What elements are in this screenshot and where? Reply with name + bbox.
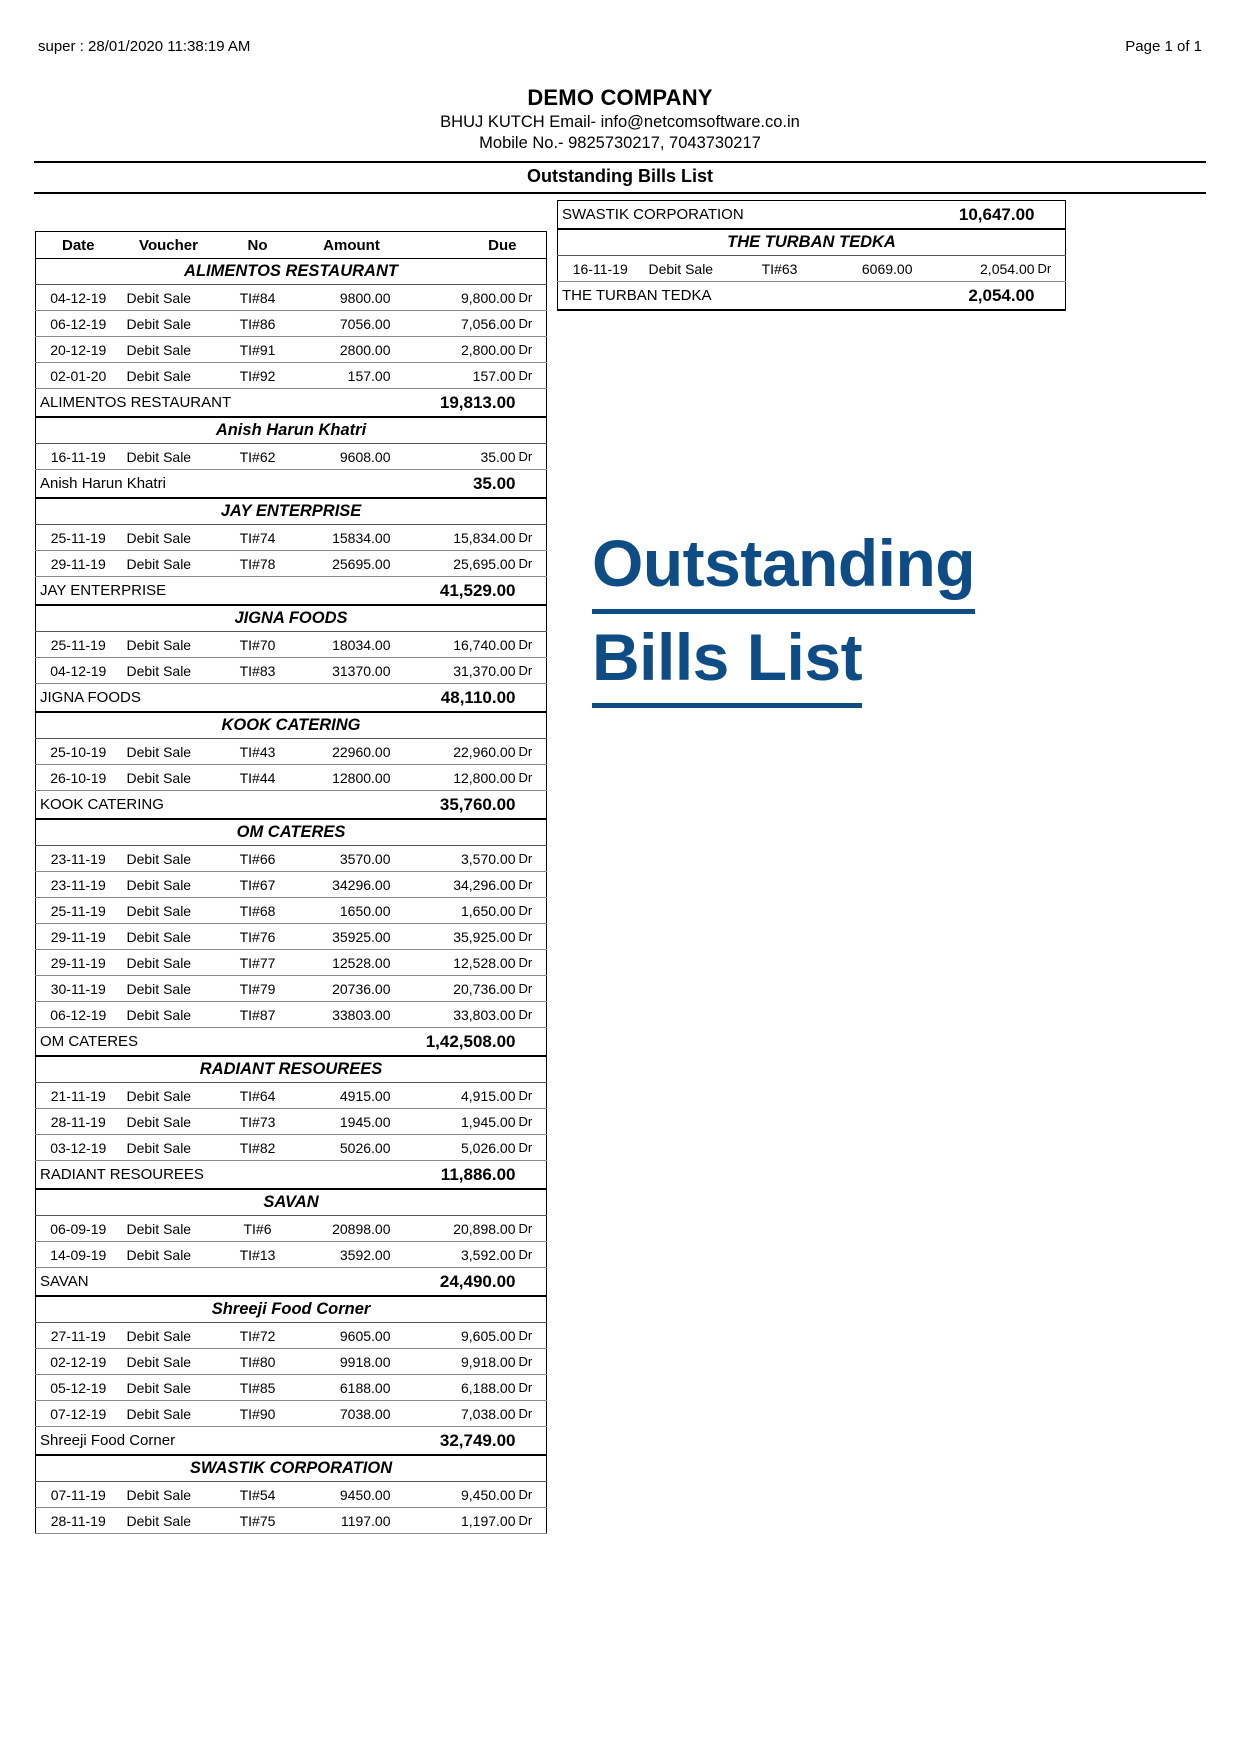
- table-row[interactable]: [36, 765, 547, 791]
- cell-due: 33,803.00: [405, 1002, 517, 1028]
- table-row[interactable]: [558, 256, 1066, 282]
- cell-date: 05-12-19: [36, 1375, 121, 1401]
- cell-no: TI#62: [217, 444, 299, 470]
- table-row[interactable]: [36, 363, 547, 389]
- group-header-row: [36, 1056, 547, 1083]
- cell-no: TI#75: [217, 1508, 299, 1534]
- cell-voucher: Debit Sale: [121, 1508, 217, 1534]
- total-value: 48,110.00: [299, 684, 517, 713]
- cell-drcr: Dr: [517, 1083, 547, 1109]
- cell-voucher: Debit Sale: [121, 285, 217, 311]
- group-name: SAVAN: [36, 1189, 547, 1216]
- table-row[interactable]: [36, 924, 547, 950]
- cell-voucher: Debit Sale: [121, 1135, 217, 1161]
- cell-drcr: Dr: [517, 1401, 547, 1427]
- table-row[interactable]: [36, 976, 547, 1002]
- column-header-date: Date: [36, 232, 121, 259]
- cell-amount: 35925.00: [299, 924, 405, 950]
- group-name: KOOK CATERING: [36, 712, 547, 739]
- group-total-row: [36, 1268, 547, 1297]
- cell-no: TI#92: [217, 363, 299, 389]
- table-row[interactable]: [36, 1482, 547, 1508]
- cell-drcr: Dr: [517, 1508, 547, 1534]
- group-header-row: [36, 1189, 547, 1216]
- continuation-table: [557, 200, 1066, 311]
- group-total-row: [36, 1161, 547, 1190]
- header-divider-top: [34, 161, 1206, 163]
- table-row[interactable]: [36, 1135, 547, 1161]
- print-stamp: super : 28/01/2020 11:38:19 AM: [38, 38, 251, 55]
- cell-drcr: Dr: [517, 1375, 547, 1401]
- cell-amount: 7038.00: [299, 1401, 405, 1427]
- cell-amount: 1197.00: [299, 1508, 405, 1534]
- cell-amount: 6188.00: [299, 1375, 405, 1401]
- cell-no: TI#83: [217, 658, 299, 684]
- total-drcr: [517, 1268, 547, 1297]
- cell-amount: 1650.00: [299, 898, 405, 924]
- cell-drcr: Dr: [517, 739, 547, 765]
- report-title: Outstanding Bills List: [526, 166, 713, 186]
- cell-amount: 7056.00: [299, 311, 405, 337]
- cell-amount: 3592.00: [299, 1242, 405, 1268]
- table-row[interactable]: [36, 1216, 547, 1242]
- table-row[interactable]: [36, 632, 547, 658]
- total-drcr: [517, 1161, 547, 1190]
- cell-voucher: Debit Sale: [121, 924, 217, 950]
- total-value: 32,749.00: [299, 1427, 517, 1456]
- cell-date: 29-11-19: [36, 950, 121, 976]
- cell-no: TI#73: [217, 1109, 299, 1135]
- cell-no: TI#44: [217, 765, 299, 791]
- cell-amount: 12528.00: [299, 950, 405, 976]
- cell-drcr: Dr: [517, 311, 547, 337]
- cell-due: 1,197.00: [405, 1508, 517, 1534]
- cell-no: TI#64: [217, 1083, 299, 1109]
- table-row[interactable]: [36, 872, 547, 898]
- total-drcr: [517, 1028, 547, 1057]
- cell-amount: 20898.00: [299, 1216, 405, 1242]
- table-row[interactable]: [36, 658, 547, 684]
- group-name: THE TURBAN TEDKA: [558, 229, 1066, 256]
- group-header-row: [36, 1296, 547, 1323]
- total-label: JAY ENTERPRISE: [36, 577, 299, 606]
- group-total-row: [558, 201, 1066, 230]
- cell-drcr: Dr: [517, 872, 547, 898]
- group-header-row: [36, 259, 547, 285]
- cell-amount: 31370.00: [299, 658, 405, 684]
- total-label: SAVAN: [36, 1268, 299, 1297]
- total-value: 24,490.00: [299, 1268, 517, 1297]
- cell-date: 20-12-19: [36, 337, 121, 363]
- table-row[interactable]: [36, 311, 547, 337]
- cell-voucher: Debit Sale: [121, 846, 217, 872]
- cell-date: 23-11-19: [36, 872, 121, 898]
- total-label: JIGNA FOODS: [36, 684, 299, 713]
- cell-date: 27-11-19: [36, 1323, 121, 1349]
- cell-amount: 9450.00: [299, 1482, 405, 1508]
- group-header-row: [36, 417, 547, 444]
- total-drcr: [517, 577, 547, 606]
- group-total-row: [36, 684, 547, 713]
- total-value: 35,760.00: [299, 791, 517, 820]
- group-name: OM CATERES: [36, 819, 547, 846]
- cell-amount: 1945.00: [299, 1109, 405, 1135]
- cell-due: 3,592.00: [405, 1242, 517, 1268]
- cell-date: 07-12-19: [36, 1401, 121, 1427]
- total-drcr: [517, 389, 547, 418]
- cell-amount: 9605.00: [299, 1323, 405, 1349]
- cell-date: 26-10-19: [36, 765, 121, 791]
- total-label: THE TURBAN TEDKA: [558, 282, 821, 311]
- cell-drcr: Dr: [517, 950, 547, 976]
- cell-voucher: Debit Sale: [121, 1242, 217, 1268]
- total-label: SWASTIK CORPORATION: [558, 201, 821, 230]
- cell-date: 02-12-19: [36, 1349, 121, 1375]
- cell-date: 04-12-19: [36, 658, 121, 684]
- cell-voucher: Debit Sale: [121, 1323, 217, 1349]
- cell-no: TI#68: [217, 898, 299, 924]
- cell-amount: 22960.00: [299, 739, 405, 765]
- cell-drcr: Dr: [517, 337, 547, 363]
- cell-due: 22,960.00: [405, 739, 517, 765]
- table-row[interactable]: [36, 551, 547, 577]
- cell-voucher: Debit Sale: [121, 1083, 217, 1109]
- page-header-bar: [38, 38, 1202, 60]
- cell-voucher: Debit Sale: [121, 1349, 217, 1375]
- company-mobile: Mobile No.- 9825730217, 7043730217: [479, 134, 761, 153]
- cell-date: 06-09-19: [36, 1216, 121, 1242]
- company-header: [38, 84, 1202, 154]
- table-row[interactable]: [36, 846, 547, 872]
- cell-drcr: Dr: [517, 444, 547, 470]
- cell-no: TI#79: [217, 976, 299, 1002]
- cell-due: 35,925.00: [405, 924, 517, 950]
- cell-amount: 20736.00: [299, 976, 405, 1002]
- column-header-due: Due: [405, 232, 517, 259]
- cell-due: 2,054.00: [927, 256, 1036, 282]
- group-total-row: [36, 577, 547, 606]
- group-header-row: [36, 712, 547, 739]
- cell-no: TI#91: [217, 337, 299, 363]
- cell-voucher: Debit Sale: [121, 525, 217, 551]
- cell-due: 16,740.00: [405, 632, 517, 658]
- cell-date: 02-01-20: [36, 363, 121, 389]
- cell-drcr: Dr: [517, 898, 547, 924]
- cell-due: 12,800.00: [405, 765, 517, 791]
- cell-voucher: Debit Sale: [643, 256, 739, 282]
- cell-voucher: Debit Sale: [121, 765, 217, 791]
- table-row[interactable]: [36, 1323, 547, 1349]
- cell-no: TI#78: [217, 551, 299, 577]
- total-label: OM CATERES: [36, 1028, 299, 1057]
- cell-no: TI#85: [217, 1375, 299, 1401]
- table-row[interactable]: [36, 285, 547, 311]
- cell-date: 25-11-19: [36, 898, 121, 924]
- cell-voucher: Debit Sale: [121, 1002, 217, 1028]
- company-name: DEMO COMPANY: [527, 85, 713, 110]
- cell-amount: 9608.00: [299, 444, 405, 470]
- column-header-voucher: Voucher: [121, 232, 217, 259]
- cell-voucher: Debit Sale: [121, 739, 217, 765]
- cell-due: 35.00: [405, 444, 517, 470]
- group-name: JIGNA FOODS: [36, 605, 547, 632]
- cell-voucher: Debit Sale: [121, 1401, 217, 1427]
- group-name: JAY ENTERPRISE: [36, 498, 547, 525]
- cell-date: 25-10-19: [36, 739, 121, 765]
- cell-voucher: Debit Sale: [121, 1375, 217, 1401]
- cell-no: TI#76: [217, 924, 299, 950]
- cell-date: 28-11-19: [36, 1109, 121, 1135]
- group-header-row: [36, 605, 547, 632]
- cell-drcr: Dr: [517, 765, 547, 791]
- cell-drcr: Dr: [517, 285, 547, 311]
- table-row[interactable]: [36, 1349, 547, 1375]
- total-label: ALIMENTOS RESTAURANT: [36, 389, 299, 418]
- table-row[interactable]: [36, 1242, 547, 1268]
- cell-date: 25-11-19: [36, 632, 121, 658]
- cell-date: 04-12-19: [36, 285, 121, 311]
- cell-due: 7,056.00: [405, 311, 517, 337]
- cell-amount: 2800.00: [299, 337, 405, 363]
- cell-due: 1,945.00: [405, 1109, 517, 1135]
- cell-date: 16-11-19: [36, 444, 121, 470]
- group-total-row: [36, 470, 547, 499]
- total-value: 10,647.00: [821, 201, 1036, 230]
- cell-date: 25-11-19: [36, 525, 121, 551]
- cell-voucher: Debit Sale: [121, 551, 217, 577]
- cell-due: 31,370.00: [405, 658, 517, 684]
- cell-no: TI#6: [217, 1216, 299, 1242]
- cell-drcr: Dr: [517, 976, 547, 1002]
- group-total-row: [36, 389, 547, 418]
- cell-drcr: Dr: [517, 1109, 547, 1135]
- cell-drcr: Dr: [517, 1002, 547, 1028]
- total-value: 35.00: [299, 470, 517, 499]
- cell-voucher: Debit Sale: [121, 658, 217, 684]
- group-name: RADIANT RESOUREES: [36, 1056, 547, 1083]
- cell-no: TI#84: [217, 285, 299, 311]
- total-value: 19,813.00: [299, 389, 517, 418]
- cell-voucher: Debit Sale: [121, 632, 217, 658]
- cell-drcr: Dr: [517, 1135, 547, 1161]
- cell-no: TI#77: [217, 950, 299, 976]
- group-header-row: [36, 498, 547, 525]
- group-name: Anish Harun Khatri: [36, 417, 547, 444]
- total-drcr: [1036, 201, 1066, 230]
- cell-no: TI#82: [217, 1135, 299, 1161]
- cell-due: 25,695.00: [405, 551, 517, 577]
- total-drcr: [517, 684, 547, 713]
- cell-no: TI#63: [739, 256, 821, 282]
- total-label: Anish Harun Khatri: [36, 470, 299, 499]
- cell-no: TI#87: [217, 1002, 299, 1028]
- cell-due: 34,296.00: [405, 872, 517, 898]
- cell-amount: 12800.00: [299, 765, 405, 791]
- group-total-row: [36, 1427, 547, 1456]
- cell-due: 157.00: [405, 363, 517, 389]
- outstanding-bills-table: [35, 231, 547, 1534]
- cell-date: 23-11-19: [36, 846, 121, 872]
- table-row[interactable]: [36, 337, 547, 363]
- cell-no: TI#74: [217, 525, 299, 551]
- cell-date: 29-11-19: [36, 924, 121, 950]
- total-value: 41,529.00: [299, 577, 517, 606]
- total-value: 11,886.00: [299, 1161, 517, 1190]
- total-value: 2,054.00: [821, 282, 1036, 311]
- cell-date: 03-12-19: [36, 1135, 121, 1161]
- cell-voucher: Debit Sale: [121, 950, 217, 976]
- cell-no: TI#80: [217, 1349, 299, 1375]
- cell-drcr: Dr: [517, 1482, 547, 1508]
- cell-due: 3,570.00: [405, 846, 517, 872]
- cell-no: TI#43: [217, 739, 299, 765]
- cell-drcr: Dr: [517, 658, 547, 684]
- cell-voucher: Debit Sale: [121, 311, 217, 337]
- cell-amount: 34296.00: [299, 872, 405, 898]
- cell-amount: 25695.00: [299, 551, 405, 577]
- cell-amount: 15834.00: [299, 525, 405, 551]
- company-address-email: BHUJ KUTCH Email- info@netcomsoftware.co.in: [440, 113, 800, 132]
- group-total-row: [36, 791, 547, 820]
- table-row[interactable]: [36, 739, 547, 765]
- cell-due: 12,528.00: [405, 950, 517, 976]
- cell-amount: 157.00: [299, 363, 405, 389]
- header-divider-bottom: [34, 192, 1206, 194]
- cell-voucher: Debit Sale: [121, 444, 217, 470]
- cell-due: 20,898.00: [405, 1216, 517, 1242]
- cell-no: TI#67: [217, 872, 299, 898]
- cell-no: TI#90: [217, 1401, 299, 1427]
- cell-drcr: Dr: [517, 1323, 547, 1349]
- total-drcr: [1036, 282, 1066, 311]
- cell-drcr: Dr: [517, 363, 547, 389]
- cell-due: 15,834.00: [405, 525, 517, 551]
- column-header-drcr: [517, 232, 547, 259]
- group-header-row: [36, 1455, 547, 1482]
- cell-amount: 9800.00: [299, 285, 405, 311]
- cell-drcr: Dr: [517, 1242, 547, 1268]
- column-header-amount: Amount: [299, 232, 405, 259]
- cell-drcr: Dr: [517, 1216, 547, 1242]
- total-drcr: [517, 791, 547, 820]
- cell-no: TI#86: [217, 311, 299, 337]
- cell-drcr: Dr: [517, 525, 547, 551]
- cell-amount: 18034.00: [299, 632, 405, 658]
- watermark-heading: [592, 520, 1052, 708]
- cell-due: 7,038.00: [405, 1401, 517, 1427]
- table-row[interactable]: [36, 444, 547, 470]
- cell-amount: 6069.00: [821, 256, 927, 282]
- cell-drcr: Dr: [517, 1349, 547, 1375]
- cell-no: TI#66: [217, 846, 299, 872]
- cell-amount: 9918.00: [299, 1349, 405, 1375]
- cell-voucher: Debit Sale: [121, 1482, 217, 1508]
- cell-voucher: Debit Sale: [121, 976, 217, 1002]
- group-name: Shreeji Food Corner: [36, 1296, 547, 1323]
- cell-voucher: Debit Sale: [121, 363, 217, 389]
- total-label: Shreeji Food Corner: [36, 1427, 299, 1456]
- table-row[interactable]: [36, 1109, 547, 1135]
- table-row[interactable]: [36, 950, 547, 976]
- cell-due: 4,915.00: [405, 1083, 517, 1109]
- cell-due: 1,650.00: [405, 898, 517, 924]
- group-header-row: [36, 819, 547, 846]
- cell-drcr: Dr: [517, 846, 547, 872]
- cell-date: 16-11-19: [558, 256, 643, 282]
- cell-amount: 5026.00: [299, 1135, 405, 1161]
- cell-voucher: Debit Sale: [121, 872, 217, 898]
- cell-voucher: Debit Sale: [121, 1216, 217, 1242]
- page-number: Page 1 of 1: [1125, 38, 1202, 55]
- cell-drcr: Dr: [517, 924, 547, 950]
- table-row[interactable]: [36, 1083, 547, 1109]
- cell-date: 06-12-19: [36, 311, 121, 337]
- cell-due: 20,736.00: [405, 976, 517, 1002]
- table-row[interactable]: [36, 1508, 547, 1534]
- watermark-line-2: Bills List: [592, 614, 862, 708]
- cell-drcr: Dr: [517, 551, 547, 577]
- cell-due: 2,800.00: [405, 337, 517, 363]
- group-name: ALIMENTOS RESTAURANT: [36, 259, 547, 285]
- cell-due: 9,450.00: [405, 1482, 517, 1508]
- cell-drcr: Dr: [517, 632, 547, 658]
- cell-no: TI#72: [217, 1323, 299, 1349]
- cell-due: 5,026.00: [405, 1135, 517, 1161]
- group-total-row: [558, 282, 1066, 311]
- cell-voucher: Debit Sale: [121, 1109, 217, 1135]
- watermark-line-1: Outstanding: [592, 520, 975, 614]
- table-row[interactable]: [36, 898, 547, 924]
- cell-drcr: Dr: [1036, 256, 1066, 282]
- cell-amount: 4915.00: [299, 1083, 405, 1109]
- cell-no: TI#54: [217, 1482, 299, 1508]
- table-header-row: [36, 232, 547, 259]
- cell-no: TI#70: [217, 632, 299, 658]
- cell-date: 07-11-19: [36, 1482, 121, 1508]
- group-name: SWASTIK CORPORATION: [36, 1455, 547, 1482]
- total-value: 1,42,508.00: [299, 1028, 517, 1057]
- cell-date: 14-09-19: [36, 1242, 121, 1268]
- group-header-row: [558, 229, 1066, 256]
- total-label: KOOK CATERING: [36, 791, 299, 820]
- total-drcr: [517, 470, 547, 499]
- cell-voucher: Debit Sale: [121, 898, 217, 924]
- cell-amount: 33803.00: [299, 1002, 405, 1028]
- group-total-row: [36, 1028, 547, 1057]
- cell-due: 6,188.00: [405, 1375, 517, 1401]
- cell-due: 9,918.00: [405, 1349, 517, 1375]
- cell-amount: 3570.00: [299, 846, 405, 872]
- cell-date: 28-11-19: [36, 1508, 121, 1534]
- cell-date: 06-12-19: [36, 1002, 121, 1028]
- cell-date: 30-11-19: [36, 976, 121, 1002]
- cell-date: 21-11-19: [36, 1083, 121, 1109]
- cell-no: TI#13: [217, 1242, 299, 1268]
- table-row[interactable]: [36, 1401, 547, 1427]
- cell-voucher: Debit Sale: [121, 337, 217, 363]
- table-row[interactable]: [36, 525, 547, 551]
- cell-date: 29-11-19: [36, 551, 121, 577]
- column-header-no: No: [217, 232, 299, 259]
- cell-due: 9,605.00: [405, 1323, 517, 1349]
- total-label: RADIANT RESOUREES: [36, 1161, 299, 1190]
- table-row[interactable]: [36, 1375, 547, 1401]
- table-row[interactable]: [36, 1002, 547, 1028]
- cell-due: 9,800.00: [405, 285, 517, 311]
- total-drcr: [517, 1427, 547, 1456]
